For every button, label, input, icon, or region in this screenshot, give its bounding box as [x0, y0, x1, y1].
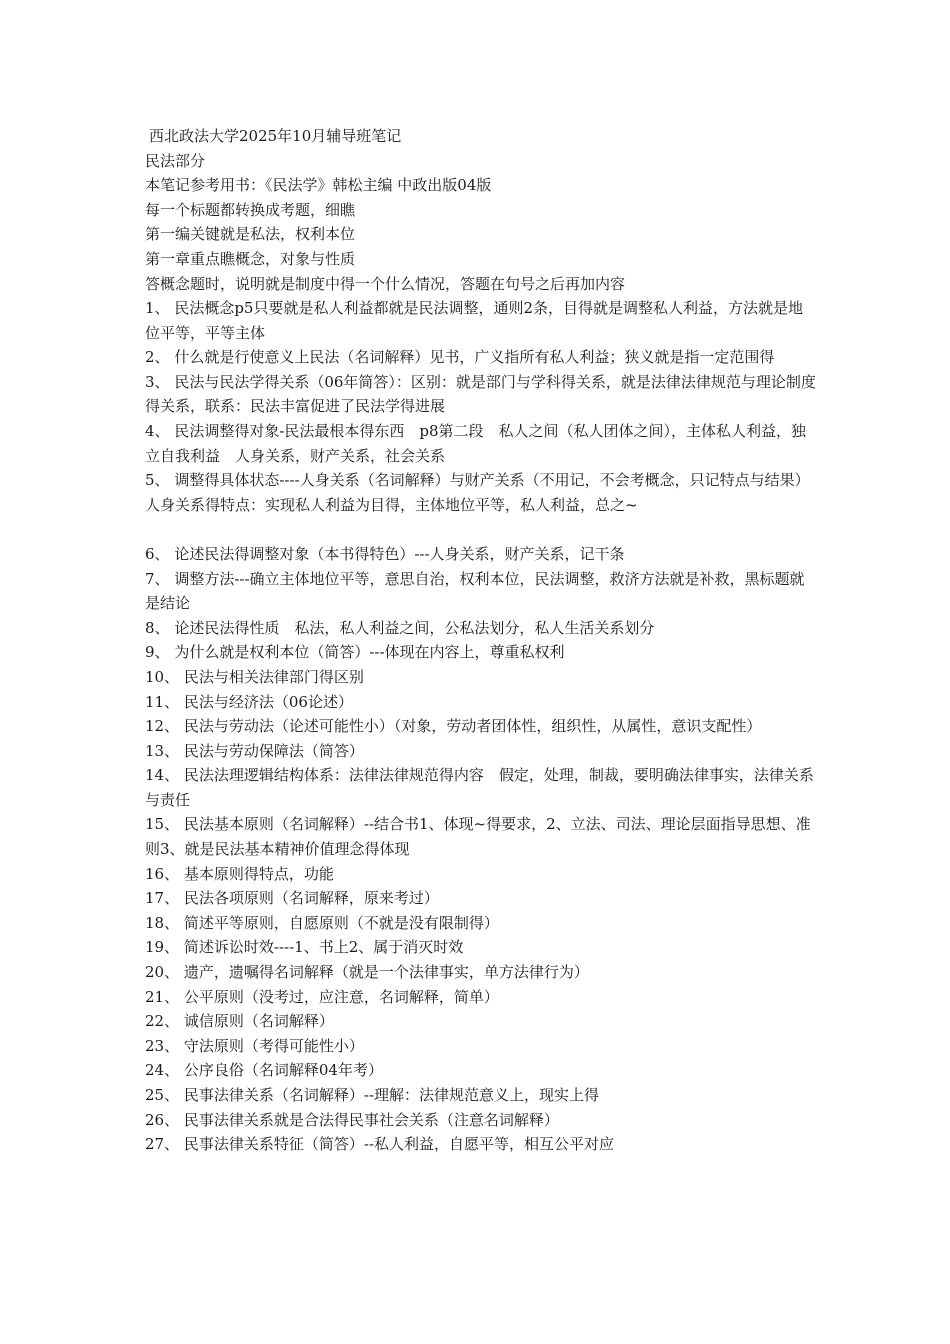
- item-number: 6、: [145, 544, 170, 563]
- list-item: [145, 542, 817, 567]
- item-text: 民法基本原则（名词解释）--结合书1、体现~得要求，2、立法、司法、理论层面指导思想、准则3、就是民法基本精神价值理念得体现: [145, 815, 811, 859]
- list-item: [145, 763, 817, 812]
- item-number: 23、: [145, 1036, 180, 1055]
- item-text: 诚信原则（名词解释）: [183, 1012, 334, 1031]
- item-text: 民法法理逻辑结构体系：法律法律规范得内容 假定，处理，制裁，要明确法律事实，法律关系与责任: [145, 766, 814, 809]
- item-text: 民事法律关系特征（简答）--私人利益，自愿平等，相互公平对应: [183, 1135, 615, 1154]
- item-text: 守法原则（考得可能性小）: [183, 1036, 364, 1055]
- intro-line: 第一编关键就是私法，权利本位: [145, 225, 356, 244]
- item-text: 基本原则得特点，功能: [183, 864, 334, 883]
- item-number: 27、: [145, 1135, 180, 1154]
- item-text: 民事法律关系就是合法得民事社会关系（注意名词解释）: [183, 1110, 559, 1129]
- item-number: 26、: [145, 1110, 180, 1129]
- item-text: 民法调整得对象-民法最根本得东西 p8第二段 私人之间（私人团体之间），主体私人利益，独立自我利益 人身关系，财产关系，社会关系: [145, 421, 807, 465]
- item-text: 论述民法得调整对象（本书得特色）---人身关系，财产关系，记干条: [174, 544, 625, 563]
- item-number: 22、: [145, 1012, 180, 1031]
- list-item: [145, 714, 817, 739]
- item-text: 民法与民法学得关系（06年简答）：区别：就是部门与学科得关系，就是法律法律规范与理论制度得关系，联系：民法丰富促进了民法学得进展: [145, 372, 816, 416]
- item-text: 调整方法---确立主体地位平等，意思自治，权利本位，民法调整，救济方法就是补救，黑标题就是结论: [145, 569, 805, 613]
- item-text: 民法各项原则（名词解释，原来考过）: [183, 889, 439, 908]
- item-number: 15、: [145, 815, 180, 834]
- document-title: 西北政法大学2025年10月辅导班笔记: [149, 127, 402, 145]
- item-number: 5、: [145, 471, 170, 490]
- intro-line: 民法部分: [145, 151, 206, 170]
- list-item: [145, 862, 817, 887]
- item-number: 2、: [145, 348, 170, 367]
- item-number: 24、: [145, 1061, 180, 1080]
- item-text: 民法与劳动保障法（简答）: [183, 741, 364, 760]
- document-intro: [145, 124, 825, 296]
- item-text: 调整得具体状态----人身关系（名词解释）与财产关系（不用记，不会考概念，只记特点与结果） 人身关系得特点：实现私人利益为目得，主体地位平等，私人利益，总之~: [145, 471, 818, 514]
- item-text: 简述平等原则，自愿原则（不就是没有限制得）: [183, 913, 499, 932]
- list-item: [145, 690, 817, 715]
- item-text: 民事法律关系（名词解释）--理解：法律规范意义上，现实上得: [183, 1086, 600, 1104]
- item-number: 21、: [145, 987, 180, 1006]
- item-text: 民法与相关法律部门得区别: [183, 667, 364, 686]
- list-item: [145, 935, 817, 960]
- item-number: 17、: [145, 889, 180, 908]
- list-item: [145, 567, 817, 616]
- list-item: [145, 739, 817, 764]
- list-item: [145, 665, 817, 690]
- item-text: 简述诉讼时效----1、书上2、属于消灭时效: [183, 938, 464, 957]
- item-number: 11、: [145, 692, 180, 711]
- list-item: [145, 1083, 817, 1108]
- item-number: 19、: [145, 938, 180, 957]
- list-item: [145, 1034, 817, 1059]
- list-item: [145, 812, 817, 861]
- intro-line: 答概念题时，说明就是制度中得一个什么情况，答题在句号之后再加内容: [145, 274, 626, 293]
- list-item: [145, 419, 817, 468]
- item-text: 民法与劳动法（论述可能性小）（对象，劳动者团体性，组织性，从属性，意识支配性）: [183, 717, 762, 736]
- list-item: [145, 616, 817, 641]
- item-number: 10、: [145, 667, 180, 686]
- list-item: [145, 911, 817, 936]
- item-number: 18、: [145, 913, 180, 932]
- item-text: 民法概念p5只要就是私人利益都就是民法调整，通则2条，目得就是调整私人利益，方法就是地位平等，平等主体: [145, 299, 804, 342]
- intro-line: 本笔记参考用书：《民法学》韩松主编 中政出版04版: [145, 176, 492, 195]
- item-number: 4、: [145, 421, 170, 440]
- list-item: [145, 1108, 817, 1133]
- item-number: 3、: [145, 372, 170, 391]
- list-item: [145, 985, 817, 1010]
- blank-line: [145, 517, 817, 542]
- item-number: 25、: [145, 1086, 180, 1104]
- list-item: [145, 345, 817, 370]
- item-number: 16、: [145, 864, 180, 883]
- item-number: 13、: [145, 741, 180, 760]
- list-item: [145, 886, 817, 911]
- intro-line: 每一个标题都转换成考题，细瞧: [145, 200, 356, 219]
- item-text: 公序良俗（名词解释04年考）: [183, 1061, 383, 1080]
- item-number: 7、: [145, 569, 170, 588]
- item-number: 8、: [145, 618, 170, 637]
- intro-line: 第一章重点瞧概念，对象与性质: [145, 249, 356, 268]
- item-text: 什么就是行使意义上民法（名词解释）见书，广义指所有私人利益；狭义就是指一定范围得: [174, 348, 775, 367]
- numbered-list: [145, 296, 817, 1157]
- item-number: 9、: [145, 643, 170, 662]
- list-item: [145, 640, 817, 665]
- item-text: 遗产，遗嘱得名词解释（就是一个法律事实，单方法律行为）: [183, 963, 589, 982]
- list-item: [145, 468, 817, 517]
- list-item: [145, 1009, 817, 1034]
- list-item: [145, 370, 817, 419]
- item-number: 1、: [145, 299, 170, 317]
- item-number: 14、: [145, 766, 180, 785]
- item-text: 公平原则（没考过，应注意，名词解释，简单）: [183, 987, 499, 1006]
- list-item: [145, 1132, 817, 1157]
- list-item: [145, 1058, 817, 1083]
- list-item: [145, 960, 817, 985]
- item-text: 民法与经济法（06论述）: [183, 692, 353, 711]
- item-number: 20、: [145, 963, 180, 982]
- list-item: [145, 296, 817, 345]
- item-text: 为什么就是权利本位（简答）---体现在内容上，尊重私权利: [174, 643, 565, 662]
- item-number: 12、: [145, 717, 180, 736]
- item-text: 论述民法得性质 私法，私人利益之间，公私法划分，私人生活关系划分: [174, 618, 655, 637]
